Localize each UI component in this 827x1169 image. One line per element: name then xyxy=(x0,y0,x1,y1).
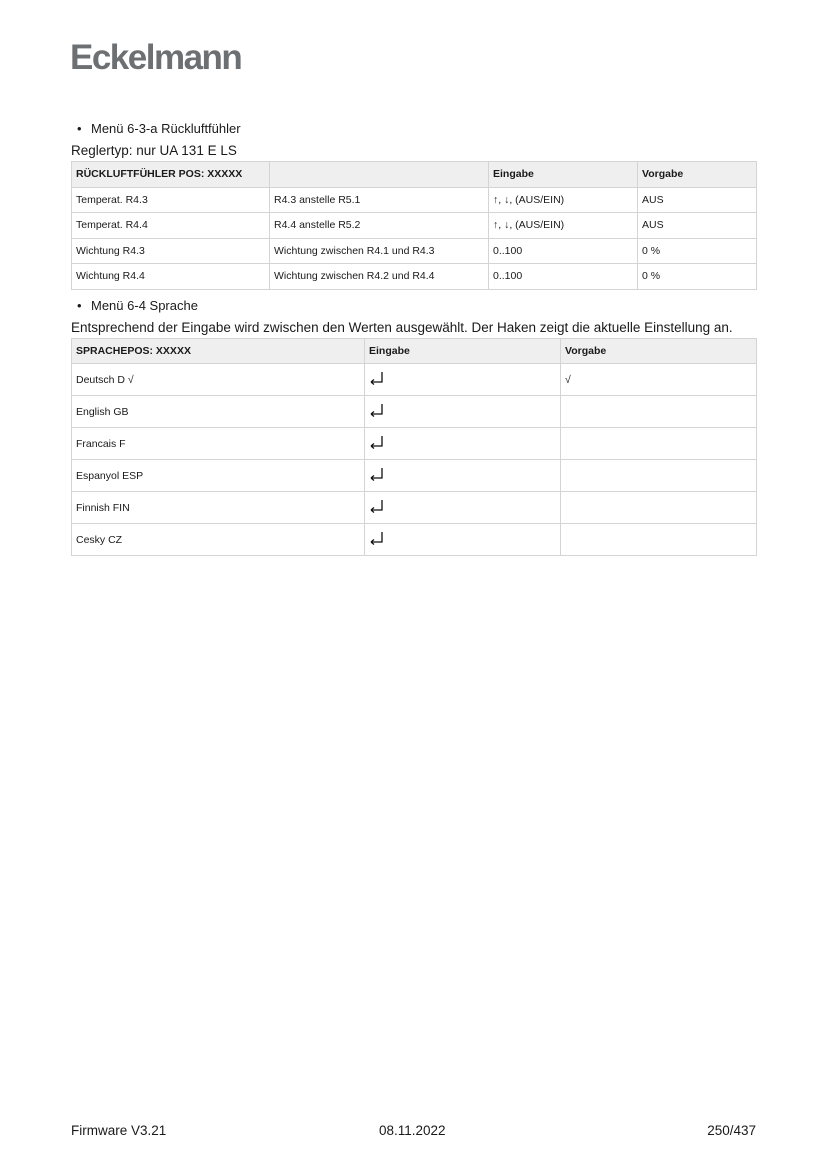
table-header-cell xyxy=(270,162,489,188)
input-cell xyxy=(365,428,561,460)
table-header-cell: Eingabe xyxy=(365,339,561,364)
language-cell: Espanyol ESP xyxy=(72,460,365,492)
table-header-row xyxy=(72,162,757,188)
table-cell: Temperat. R4.3 xyxy=(72,187,270,213)
footer-date: 08.11.2022 xyxy=(379,1123,446,1138)
sprache-table xyxy=(71,338,757,556)
default-cell xyxy=(561,396,757,428)
table-cell: R4.4 anstelle R5.2 xyxy=(270,213,489,239)
table-cell: ↑, ↓, (AUS/EIN) xyxy=(489,213,638,239)
table-header-cell: Vorgabe xyxy=(638,162,757,188)
default-cell: √ xyxy=(561,364,757,396)
default-cell xyxy=(561,460,757,492)
table-row xyxy=(72,238,757,264)
table-cell: 0 % xyxy=(638,238,757,264)
bullet-icon: • xyxy=(77,121,82,136)
input-cell xyxy=(365,524,561,556)
menu-6-4-label: Menü 6-4 Sprache xyxy=(91,298,198,313)
input-cell xyxy=(365,492,561,524)
default-cell xyxy=(561,524,757,556)
language-cell: Cesky CZ xyxy=(72,524,365,556)
table-cell: AUS xyxy=(638,213,757,239)
enter-icon xyxy=(369,371,385,385)
table-header-cell: RÜCKLUFTFÜHLER POS: XXXXX xyxy=(72,162,270,188)
language-cell: Finnish FIN xyxy=(72,492,365,524)
sprache-note: Entsprechend der Eingabe wird zwischen den Werten ausgewählt. Der Haken zeigt die aktuelle Einstellung an. xyxy=(71,320,733,335)
table-cell: AUS xyxy=(638,187,757,213)
language-cell: Francais F xyxy=(72,428,365,460)
table-header-cell: SPRACHEPOS: XXXXX xyxy=(72,339,365,364)
table-header-row xyxy=(72,339,757,364)
table-row xyxy=(72,364,757,396)
table-row xyxy=(72,396,757,428)
menu-6-3-a-heading xyxy=(77,121,241,136)
menu-6-3-a-label: Menü 6-3-a Rückluftfühler xyxy=(91,121,241,136)
table-row xyxy=(72,524,757,556)
enter-icon xyxy=(369,531,385,545)
menu-6-4-heading xyxy=(77,298,198,313)
table-row xyxy=(72,187,757,213)
table-cell: Temperat. R4.4 xyxy=(72,213,270,239)
table-cell: Wichtung zwischen R4.1 und R4.3 xyxy=(270,238,489,264)
table-cell: R4.3 anstelle R5.1 xyxy=(270,187,489,213)
enter-icon xyxy=(369,435,385,449)
rueckluftfuehler-table xyxy=(71,161,757,290)
table-cell: Wichtung R4.4 xyxy=(72,264,270,290)
regler-type-note: Reglertyp: nur UA 131 E LS xyxy=(71,143,237,158)
input-cell xyxy=(365,396,561,428)
table-row xyxy=(72,460,757,492)
table-header-cell: Vorgabe xyxy=(561,339,757,364)
language-cell: Deutsch D √ xyxy=(72,364,365,396)
default-cell xyxy=(561,428,757,460)
default-cell xyxy=(561,492,757,524)
table-row xyxy=(72,492,757,524)
language-cell: English GB xyxy=(72,396,365,428)
enter-icon xyxy=(369,467,385,481)
table-cell: 0..100 xyxy=(489,264,638,290)
table-cell: ↑, ↓, (AUS/EIN) xyxy=(489,187,638,213)
footer-page-number: 250/437 xyxy=(707,1123,756,1138)
table-row xyxy=(72,428,757,460)
enter-icon xyxy=(369,403,385,417)
table-row xyxy=(72,264,757,290)
table-cell: 0..100 xyxy=(489,238,638,264)
table-header-cell: Eingabe xyxy=(489,162,638,188)
enter-icon xyxy=(369,499,385,513)
input-cell xyxy=(365,460,561,492)
table-cell: Wichtung R4.3 xyxy=(72,238,270,264)
bullet-icon: • xyxy=(77,298,82,313)
table-cell: Wichtung zwischen R4.2 und R4.4 xyxy=(270,264,489,290)
footer-firmware: Firmware V3.21 xyxy=(71,1123,167,1138)
input-cell xyxy=(365,364,561,396)
company-logo: Eckelmann xyxy=(70,38,242,77)
table-row xyxy=(72,213,757,239)
table-cell: 0 % xyxy=(638,264,757,290)
